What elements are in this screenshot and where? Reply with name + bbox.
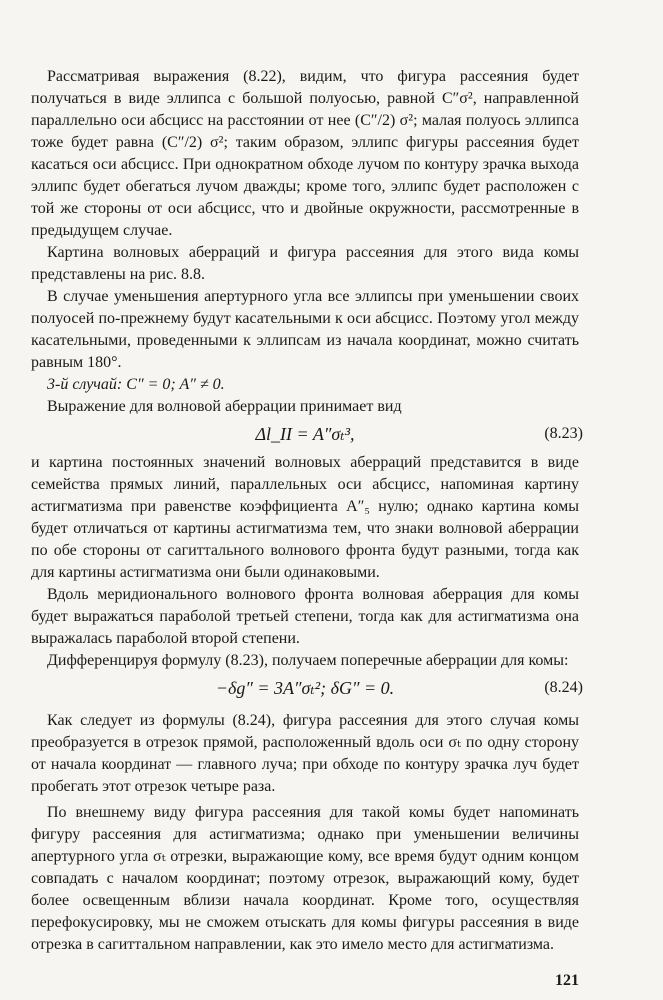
formula-8-24-number: (8.24) bbox=[544, 679, 583, 696]
paragraph-aperture: В случае уменьшения апертурного угла все эллипсы при уменьшении своих полуосей по-прежнему будут касательными к оси абсцисс. Поэтому угол между касательными, проведенными к эллипсам из начала координат, можно считать равным 180°. bbox=[31, 288, 579, 371]
paragraph-ellipse: Рассматривая выражения (8.22), видим, что фигура рассеяния будет получаться в виде эллипса с большой полуосью, равной C″σ², направленной параллельно оси абсцисс на расстоянии от нее (C″/2) σ²; малая полуось эллипса тоже будет равна (C″/2) σ²; таким образом, эллипс фигуры рассеяния будет касаться оси абсцисс. При однократном обходе лучом по контуру зрачка выхода эллипс будет обегаться лучом дважды; кроме того, эллипс будет расположен с той же стороны от оси абсцисс, что и двойные окружности, рассмотренные в предыдущем случае. bbox=[31, 68, 579, 239]
formula-8-24 bbox=[31, 672, 583, 706]
paragraph-meridional: Вдоль меридионального волнового фронта волновая аберрация для комы будет выражаться параболой третьей степени, тогда как для астигматизма она выражалась параболой второй степени. bbox=[31, 586, 579, 647]
formula-8-23-expression: Δl_II = A″σₜ³, bbox=[255, 424, 355, 444]
page-number: 121 bbox=[555, 972, 579, 989]
paragraph-figure-ref: Картина волновых аберраций и фигура рассеяния для этого вида комы представлены на рис. 8.8. bbox=[31, 244, 579, 283]
case-3-label: 3-й случай: bbox=[47, 376, 123, 393]
formula-8-23-number: (8.23) bbox=[544, 425, 583, 442]
formula-8-24-expression: −δg″ = 3A″σₜ²; δG″ = 0. bbox=[215, 678, 395, 698]
paragraph-appearance: По внешнему виду фигура рассеяния для такой комы будет напоминать фигуру рассеяния для астигматизма; однако при уменьшении величины апертурного угла σₜ отрезки, выражающие кому, все время будут одним концом совпадать с началом координат; поэтому отрезок, выражающий кому, будет более освещенным вблизи начала координат. Кроме того, осуществляя перефокусировку, мы не сможем отыскать для комы фигуры рассеяния в виде отрезка в сагиттальном направлении, как это имело место для астигматизма. bbox=[31, 804, 579, 953]
paragraph-family-lines: и картина постоянных значений волновых аберраций представится в виде семейства прямых линий, параллельных оси абсцисс, напоминая картину астигматизма при равенстве коэффициента A″₅ нулю; однако картина комы будет отличаться от картины астигматизма тем, что знаки волновой аберрации по обе стороны от сагиттального волнового фронта будут разными, тогда как для картины астигматизма они были одинаковыми. bbox=[31, 454, 579, 581]
paragraph-wave-expression: Выражение для волновой аберрации принимает вид bbox=[47, 398, 402, 415]
case-3-heading bbox=[31, 374, 579, 396]
formula-8-23 bbox=[31, 418, 583, 452]
paragraph-differentiating: Дифференцируя формулу (8.23), получаем поперечные аберрации для комы: bbox=[47, 652, 569, 669]
paragraph-segment: Как следует из формулы (8.24), фигура рассеяния для этого случая комы преобразуется в отрезок прямой, расположенный вдоль оси σₜ по одну сторону от начала координат — главного луча; при обходе по контуру зрачка луч будет пробегать этот отрезок четыре раза. bbox=[31, 712, 579, 795]
case-3-condition: C″ = 0; A″ ≠ 0. bbox=[122, 376, 225, 393]
